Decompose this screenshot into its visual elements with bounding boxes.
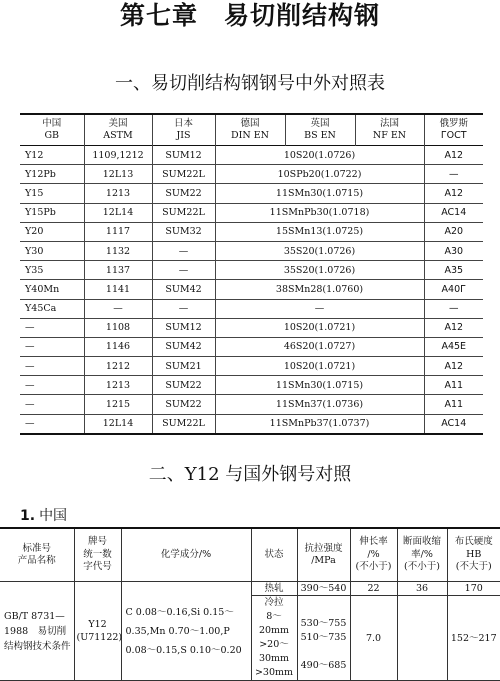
jis-grade-cell: SUM21 — [152, 357, 215, 376]
header-france: 法国 NF EN — [355, 114, 424, 146]
header-standard: 标准号 产品名称 — [0, 528, 74, 582]
gost-grade-cell: — — [424, 299, 483, 318]
header-tensile: 抗拉强度 /MPa — [297, 528, 350, 582]
gost-grade-cell: A12 — [424, 146, 483, 165]
reduction-hot-cell: 36 — [397, 582, 447, 596]
jis-grade-cell: SUM22 — [152, 395, 215, 414]
gb-grade-cell: — — [25, 418, 35, 430]
header-uk: 英国 BS EN — [285, 114, 355, 146]
tensile-cold-cell: 530～755 510～735 490～685 — [297, 596, 350, 681]
jis-grade-cell: SUM22 — [152, 184, 215, 203]
state-hot-cell: 热轧 — [251, 582, 297, 596]
gb-grade-cell: Y12Pb — [25, 168, 56, 180]
gb-grade-cell: — — [25, 322, 35, 334]
astm-grade-cell: 1213 — [84, 184, 152, 203]
hardness-hot-cell: 170 — [447, 582, 500, 596]
gost-grade-cell: A40Г — [424, 280, 483, 299]
gost-grade-cell: A11 — [424, 395, 483, 414]
table-row — [20, 299, 483, 318]
table-row — [20, 318, 483, 337]
astm-grade-cell: 1141 — [84, 280, 152, 299]
en-grade-cell: 10S20(1.0721) — [215, 318, 424, 337]
gb-grade-cell: — — [25, 341, 35, 353]
table-row — [20, 414, 483, 434]
en-grade-cell: 15SMn13(1.0725) — [215, 222, 424, 241]
astm-grade-cell: 1132 — [84, 241, 152, 260]
gost-grade-cell: A35 — [424, 261, 483, 280]
en-grade-cell: 11SMnPb30(1.0718) — [215, 203, 424, 222]
astm-grade-cell: 1215 — [84, 395, 152, 414]
en-grade-cell: 35S20(1.0726) — [215, 261, 424, 280]
astm-grade-cell: 12L13 — [84, 165, 152, 184]
composition-cell: C 0.08～0.16,Si 0.15～0.35,Mn 0.70～1.00,P 0.08～0.15,S 0.10～0.20 — [121, 582, 251, 681]
y12-china-standard-table — [0, 527, 500, 681]
header-composition: 化学成分/% — [121, 528, 251, 582]
jis-grade-cell: SUM22L — [152, 414, 215, 434]
gb-grade-cell: Y15 — [25, 187, 44, 199]
en-grade-cell: 10SPb20(1.0722) — [215, 165, 424, 184]
jis-grade-cell: — — [152, 299, 215, 318]
gost-grade-cell: A12 — [424, 184, 483, 203]
table-row — [20, 280, 483, 299]
table-header-row — [20, 114, 483, 146]
en-grade-cell: 10S20(1.0726) — [215, 146, 424, 165]
astm-grade-cell: 1146 — [84, 337, 152, 356]
gost-grade-cell: A12 — [424, 357, 483, 376]
gb-grade-cell: Y15Pb — [25, 207, 56, 219]
astm-grade-cell: 1137 — [84, 261, 152, 280]
astm-grade-cell: 12L14 — [84, 414, 152, 434]
header-russia: 俄罗斯 ГОСТ — [424, 114, 483, 146]
table-row — [20, 203, 483, 222]
jis-grade-cell: SUM12 — [152, 146, 215, 165]
table-row — [20, 184, 483, 203]
astm-grade-cell: 12L14 — [84, 203, 152, 222]
header-grade: 牌号 统一数 字代号 — [74, 528, 121, 582]
jis-grade-cell: SUM12 — [152, 318, 215, 337]
gb-grade-cell: Y40Mn — [25, 283, 60, 295]
astm-grade-cell: 1108 — [84, 318, 152, 337]
gost-grade-cell: AC14 — [424, 203, 483, 222]
section-title-comparison-table: 一、易切削结构钢钢号中外对照表 — [115, 73, 385, 94]
gost-grade-cell: A12 — [424, 318, 483, 337]
en-grade-cell: 38SMn28(1.0760) — [215, 280, 424, 299]
jis-grade-cell: SUM42 — [152, 337, 215, 356]
astm-grade-cell: 1212 — [84, 357, 152, 376]
gb-grade-cell: Y12 — [25, 149, 44, 161]
en-grade-cell: 11SMnPb37(1.0737) — [215, 414, 424, 434]
en-grade-cell: 35S20(1.0726) — [215, 241, 424, 260]
table-row — [20, 357, 483, 376]
state-cold-cell: 冷拉 8～20mm >20～ 30mm >30mm — [251, 596, 297, 681]
gb-grade-cell: Y35 — [25, 264, 44, 276]
en-grade-cell: 11SMn30(1.0715) — [215, 376, 424, 395]
gb-grade-cell: Y20 — [25, 226, 44, 238]
section-title-y12-comparison: 二、Y12 与国外钢号对照 — [148, 464, 352, 485]
header-china: 中国 GB — [42, 118, 62, 141]
table-row — [20, 146, 483, 165]
elongation-cold-cell: 7.0 — [350, 596, 397, 681]
jis-grade-cell: SUM22L — [152, 203, 215, 222]
table-row-hot-rolled — [0, 582, 500, 596]
jis-grade-cell: — — [152, 261, 215, 280]
hardness-cold-cell: 152～217 — [447, 596, 500, 681]
header-hardness: 布氏硬度 HB (不大于) — [447, 528, 500, 582]
gost-grade-cell: A45E — [424, 337, 483, 356]
tensile-hot-cell: 390～540 — [297, 582, 350, 596]
jis-grade-cell: SUM32 — [152, 222, 215, 241]
en-grade-cell: 46S20(1.0727) — [215, 337, 424, 356]
gost-grade-cell: A30 — [424, 241, 483, 260]
jis-grade-cell: SUM22L — [152, 165, 215, 184]
standard-cell: GB/T 8731—1988 易切削结构钢技术条件 — [0, 582, 74, 681]
header-japan: 日本 JIS — [152, 114, 215, 146]
gb-grade-cell: Y45Ca — [25, 303, 57, 315]
table-row — [20, 241, 483, 260]
astm-grade-cell: 1109,1212 — [84, 146, 152, 165]
subsection-title-china: 1. 中国 — [20, 508, 68, 524]
astm-grade-cell: — — [84, 299, 152, 318]
table-row — [20, 261, 483, 280]
en-grade-cell: 11SMn30(1.0715) — [215, 184, 424, 203]
en-grade-cell: 11SMn37(1.0736) — [215, 395, 424, 414]
astm-grade-cell: 1213 — [84, 376, 152, 395]
jis-grade-cell: SUM42 — [152, 280, 215, 299]
jis-grade-cell: SUM22 — [152, 376, 215, 395]
gost-grade-cell: A11 — [424, 376, 483, 395]
gb-grade-cell: Y30 — [25, 245, 44, 257]
header-germany: 德国 DIN EN — [215, 114, 285, 146]
header-elongation: 伸长率 /% (不小于) — [350, 528, 397, 582]
gb-grade-cell: — — [25, 399, 35, 411]
jis-grade-cell: — — [152, 241, 215, 260]
en-grade-cell: 10S20(1.0721) — [215, 357, 424, 376]
table-row — [20, 222, 483, 241]
table-row — [20, 165, 483, 184]
gost-grade-cell: — — [424, 165, 483, 184]
gb-grade-cell: — — [25, 360, 35, 372]
en-grade-cell: — — [215, 299, 424, 318]
header-reduction: 断面收缩 率/% (不小于) — [397, 528, 447, 582]
table-row — [20, 337, 483, 356]
steel-grade-comparison-table — [20, 113, 483, 435]
astm-grade-cell: 1117 — [84, 222, 152, 241]
gost-grade-cell: A20 — [424, 222, 483, 241]
table-header-row — [0, 528, 500, 582]
grade-cell: Y12 (U71122) — [74, 582, 121, 681]
header-usa: 美国 ASTM — [84, 114, 152, 146]
elongation-hot-cell: 22 — [350, 582, 397, 596]
gost-grade-cell: AC14 — [424, 414, 483, 434]
header-state: 状态 — [251, 528, 297, 582]
table-row — [20, 376, 483, 395]
reduction-cold-cell — [397, 596, 447, 681]
chapter-title: 第七章 易切削结构钢 — [119, 1, 380, 30]
table-row — [20, 395, 483, 414]
gb-grade-cell: — — [25, 379, 35, 391]
